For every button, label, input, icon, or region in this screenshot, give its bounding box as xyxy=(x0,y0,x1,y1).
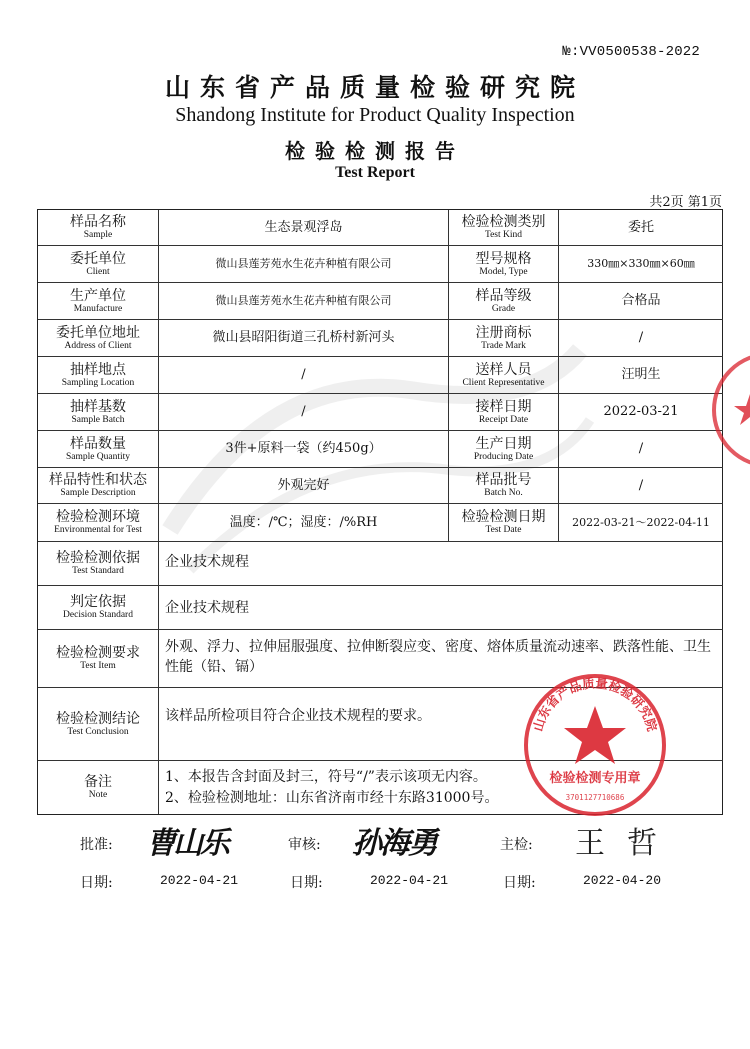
sampling-location-value: / xyxy=(301,367,306,382)
label-cn: 样品等级 xyxy=(475,287,532,304)
label-en: Grade xyxy=(491,303,516,314)
note-line-2: 2、检验检测地址：山东省济南市经十东路31000号。 xyxy=(165,790,499,806)
value-cell xyxy=(559,210,723,246)
value-cell xyxy=(559,468,723,504)
label-cell xyxy=(449,357,559,394)
label-cn: 委托单位地址 xyxy=(56,324,140,341)
value-cell xyxy=(159,283,449,320)
review-label: 审核: xyxy=(288,837,321,853)
label-cn: 备注 xyxy=(84,774,112,790)
label-en: Test Date xyxy=(485,525,522,535)
label-cell xyxy=(38,504,159,542)
label-cell xyxy=(38,761,159,814)
label-cell xyxy=(449,468,559,504)
official-seal xyxy=(520,670,670,820)
sample-name-value: 生态景观浮岛 xyxy=(264,219,343,235)
label-cell xyxy=(38,320,159,357)
seal-star-icon xyxy=(734,394,750,425)
label-en: Client xyxy=(86,266,110,277)
label-cell xyxy=(38,630,159,688)
cross-page-seal xyxy=(700,350,750,470)
value-cell xyxy=(159,468,449,504)
sample-quantity-value: 3件+原料一袋（约450g） xyxy=(225,441,382,456)
label-cn: 检验检测要求 xyxy=(56,645,140,661)
sample-batch-value: / xyxy=(301,404,306,419)
value-cell xyxy=(559,320,723,357)
label-en: Test Standard xyxy=(72,566,124,576)
model-value: 330㎜×330㎜×60㎜ xyxy=(587,257,695,270)
approve-date: 2022-04-21 xyxy=(160,873,239,888)
approve-date-label: 日期: xyxy=(80,875,113,891)
value-cell xyxy=(559,246,723,283)
trade-mark-value: / xyxy=(638,330,644,345)
label-cn: 注册商标 xyxy=(475,324,532,341)
value-cell xyxy=(159,394,449,431)
label-en: Sampling Location xyxy=(61,377,135,388)
test-kind-value: 委托 xyxy=(627,219,654,235)
label-en: Model, Type xyxy=(479,266,528,277)
approver-signature: 曹山乐 xyxy=(146,826,227,861)
value-cell xyxy=(159,431,449,468)
label-en: Address of Client xyxy=(64,340,132,351)
test-date-value: 2022-03-21～2022-04-11 xyxy=(572,515,710,529)
label-cn: 型号规格 xyxy=(475,250,532,267)
label-cn: 抽样地点 xyxy=(70,361,126,378)
decision-standard-value: 企业技术规程 xyxy=(159,586,723,630)
label-en: Trade Mark xyxy=(481,340,526,351)
label-cn: 送样人员 xyxy=(475,361,532,378)
report-number: №:VV0500538-2022 xyxy=(562,44,700,60)
approve-label: 批准: xyxy=(80,837,113,853)
test-conclusion-value: 该样品所检项目符合企业技术规程的要求。 xyxy=(159,688,723,761)
label-en: Batch No. xyxy=(484,488,523,498)
label-cn: 检验检测日期 xyxy=(461,509,546,525)
label-en: Test Conclusion xyxy=(67,726,129,737)
value-cell xyxy=(559,394,723,431)
label-en: Environmental for Test xyxy=(54,525,142,535)
label-cn: 检验检测类别 xyxy=(461,214,546,230)
institute-title-en: Shandong Institute for Product Quality Inspection xyxy=(175,104,575,126)
test-item-value: 外观、浮力、拉伸屈服强度、拉伸断裂应变、密度、熔体质量流动速率、跌落性能、卫生性能（铅、镉） xyxy=(159,630,723,688)
label-cn: 接样日期 xyxy=(475,398,532,415)
label-cell xyxy=(449,394,559,431)
inspector-signature: 王哲 xyxy=(575,826,679,861)
note-line-1: 1、本报告含封面及封三，符号“/”表示该项无内容。 xyxy=(165,769,487,785)
label-cn: 样品批号 xyxy=(475,472,532,488)
label-cell xyxy=(38,394,159,431)
label-cell xyxy=(38,246,159,283)
value-cell xyxy=(159,357,449,394)
value-cell xyxy=(559,504,723,542)
label-en: Test Kind xyxy=(484,230,523,240)
client-representative-value: 汪明生 xyxy=(621,367,661,382)
seal-code-text: 3701127710686 xyxy=(565,793,625,802)
label-cn: 生产日期 xyxy=(475,435,532,452)
label-cn: 检验检测结论 xyxy=(56,710,140,727)
seal-center-text: 检验检测专用章 xyxy=(549,771,641,786)
label-cell xyxy=(38,542,159,586)
label-cell xyxy=(38,210,159,246)
batch-no-value: / xyxy=(638,477,644,493)
label-cell xyxy=(38,357,159,394)
review-date: 2022-04-21 xyxy=(370,873,449,888)
value-cell xyxy=(559,283,723,320)
label-cell xyxy=(449,431,559,468)
environment-value: 温度：/℃；湿度：/%RH xyxy=(229,514,378,530)
value-cell xyxy=(559,431,723,468)
label-cn: 生产单位 xyxy=(70,287,126,304)
label-cell xyxy=(38,283,159,320)
label-en: Producing Date xyxy=(473,451,534,462)
label-en: Sample xyxy=(83,230,113,240)
label-en: Sample Batch xyxy=(71,414,125,425)
reviewer-signature: 孙海勇 xyxy=(352,826,436,861)
value-cell xyxy=(559,357,723,394)
client-value: 微山县莲芳苑水生花卉种植有限公司 xyxy=(215,257,392,270)
label-en: Test Item xyxy=(80,661,116,671)
manufacture-value: 微山县莲芳苑水生花卉种植有限公司 xyxy=(215,294,392,307)
label-en: Manufacture xyxy=(73,303,123,314)
review-date-label: 日期: xyxy=(290,875,323,891)
sample-description-value: 外观完好 xyxy=(277,477,330,493)
label-cell xyxy=(38,468,159,504)
label-cell xyxy=(449,320,559,357)
label-en: Receipt Date xyxy=(478,414,529,425)
report-title-en: Test Report xyxy=(335,164,415,181)
label-cn: 样品数量 xyxy=(70,435,126,452)
page-indicator: 共2页 第1页 xyxy=(649,195,722,210)
label-cell xyxy=(449,246,559,283)
test-standard-value: 企业技术规程 xyxy=(159,542,723,586)
label-cn: 委托单位 xyxy=(70,250,126,267)
label-cn: 检验检测依据 xyxy=(56,550,140,566)
value-cell xyxy=(159,320,449,357)
label-en: Sample Quantity xyxy=(65,451,131,462)
client-address-value: 微山县昭阳街道三孔桥村新河头 xyxy=(212,330,395,345)
label-en: Client Representative xyxy=(462,377,545,388)
label-cn: 判定依据 xyxy=(70,594,126,610)
main-inspector-label: 主检: xyxy=(500,837,533,853)
label-cell xyxy=(38,688,159,761)
label-cell xyxy=(38,431,159,468)
main-date: 2022-04-20 xyxy=(583,873,662,888)
label-cell xyxy=(449,210,559,246)
institute-title-cn: 山东省产品质量检验研究院 xyxy=(164,73,585,102)
label-cell xyxy=(449,283,559,320)
producing-date-value: / xyxy=(638,441,644,456)
value-cell xyxy=(159,246,449,283)
label-cn: 抽样基数 xyxy=(70,398,126,415)
seal-star-icon xyxy=(564,706,626,764)
label-cn: 样品名称 xyxy=(70,214,126,230)
receipt-date-value: 2022-03-21 xyxy=(603,404,679,419)
label-en: Decision Standard xyxy=(63,610,133,620)
grade-value: 合格品 xyxy=(621,293,661,308)
main-date-label: 日期: xyxy=(503,875,536,891)
label-en: Note xyxy=(88,790,108,800)
label-cn: 样品特性和状态 xyxy=(49,472,147,488)
value-cell xyxy=(159,210,449,246)
label-cn: 检验检测环境 xyxy=(56,509,140,525)
seal-ring-text: 山东省产品质量检验研究院 xyxy=(529,675,661,733)
label-cell xyxy=(38,586,159,630)
label-en: Sample Description xyxy=(60,488,136,498)
value-cell xyxy=(159,504,449,542)
label-cell xyxy=(449,504,559,542)
report-title-cn: 检验检测报告 xyxy=(285,139,465,163)
